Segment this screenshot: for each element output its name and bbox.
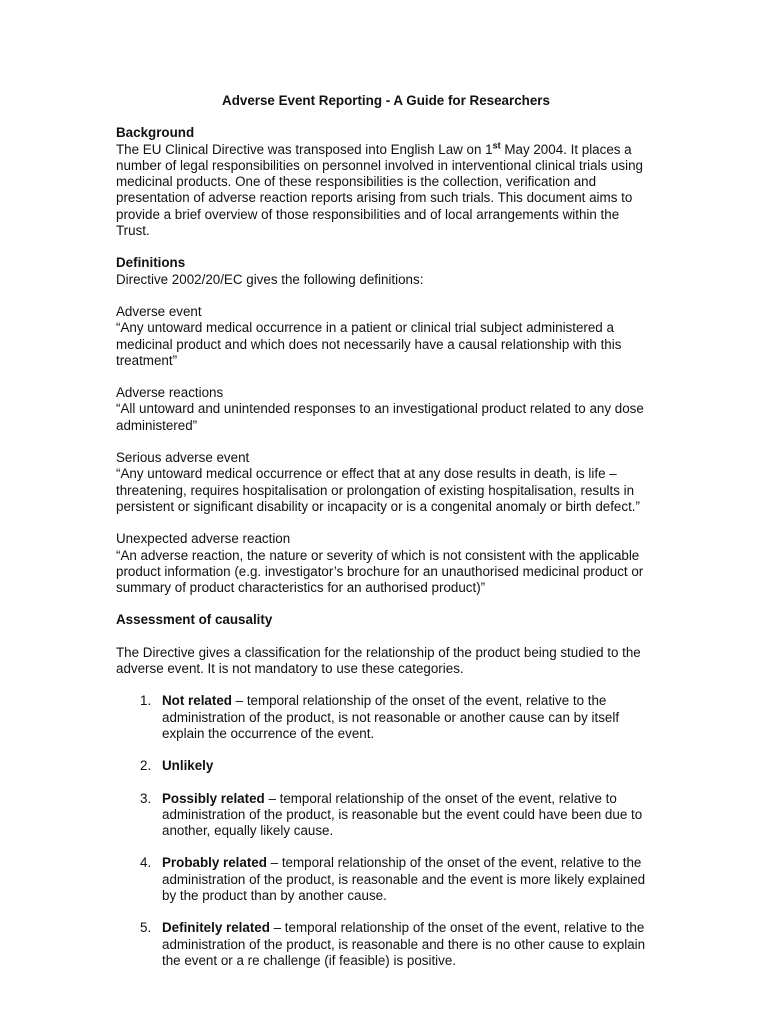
list-item-text: – temporal relationship of the onset of the event, relative to the administration of the product, is not reasonable or another cause can by itself explain the occurrence of the event. <box>162 693 620 741</box>
list-item <box>116 758 656 774</box>
definition-text: “All untoward and unintended responses to an investigational product related to any dose administered” <box>116 401 644 433</box>
list-item-number: 1. <box>140 693 152 709</box>
list-item-text: – temporal relationship of the onset of the event, relative to the administration of the product, is reasonable and there is no other cause to explain the event or a re challenge (if feasible) is positive. <box>162 920 646 968</box>
definition-text: “Any untoward medical occurrence or effect that at any dose results in death, is life – threatening, requires hospitalisation or prolongation of existing hospitalisation, results in persistent or significant disability or incapacity or is a congenital anomaly or birth defect.” <box>116 466 640 514</box>
background-heading: Background <box>116 125 195 141</box>
causality-heading: Assessment of causality <box>116 612 273 628</box>
list-item-term: Not related <box>162 693 232 709</box>
definitions-intro: Directive 2002/20/EC gives the following definitions: <box>116 271 424 287</box>
definition-text: “Any untoward medical occurrence in a patient or clinical trial subject administered a medicinal product and which does not necessarily have a causal relationship with this treatment” <box>116 320 622 368</box>
list-item <box>116 855 656 904</box>
definition-term: Adverse reactions <box>116 385 224 401</box>
background-text-end: May 2004. It places a number of legal responsibilities on personnel involved in interventional clinical trials using medicinal products. One of these responsibilities is the collection, verification and presentation of adverse reaction reports arising from such trials. This document aims to provide a brief overview of those responsibilities and of local arrangements within the Trust. <box>116 141 643 239</box>
list-item-number: 2. <box>140 758 152 774</box>
background-text-start: The EU Clinical Directive was transposed into English Law on 1 <box>116 141 493 157</box>
definition-term: Adverse event <box>116 303 202 319</box>
list-item-text: – temporal relationship of the onset of the event, relative to administration of the product, is reasonable but the event could have been due to another, equally likely cause. <box>162 790 643 839</box>
list-item-term: Definitely related <box>162 920 270 936</box>
list-item <box>116 693 656 742</box>
definitions-heading: Definitions <box>116 255 186 271</box>
list-item-term: Probably related <box>162 855 267 871</box>
list-item-term: Possibly related <box>162 790 265 806</box>
list-item <box>116 920 656 969</box>
causality-list <box>116 693 656 969</box>
document-page <box>116 93 656 985</box>
background-superscript: st <box>492 140 501 151</box>
list-item-term: Unlikely <box>162 758 214 774</box>
list-item-number: 5. <box>140 920 152 936</box>
document-title: Adverse Event Reporting - A Guide for Researchers <box>222 93 550 108</box>
causality-intro: The Directive gives a classification for the relationship of the product being studied to the adverse event. It is not mandatory to use these categories. <box>116 644 641 677</box>
list-item-number: 4. <box>140 855 152 871</box>
list-item-text: – temporal relationship of the onset of the event, relative to the administration of the product, is reasonable and the event is more likely explained by the product than by another cause. <box>162 855 646 903</box>
list-item <box>116 791 656 840</box>
background-paragraph <box>116 142 656 240</box>
definition-term: Unexpected adverse reaction <box>116 531 291 547</box>
definition-term: Serious adverse event <box>116 450 250 466</box>
definition-text: “An adverse reaction, the nature or severity of which is not consistent with the applicable product information (e.g. investigator’s brochure for an unauthorised medicinal product or summary of product characteristics for an authorised product)” <box>116 547 644 596</box>
list-item-number: 3. <box>140 790 152 806</box>
